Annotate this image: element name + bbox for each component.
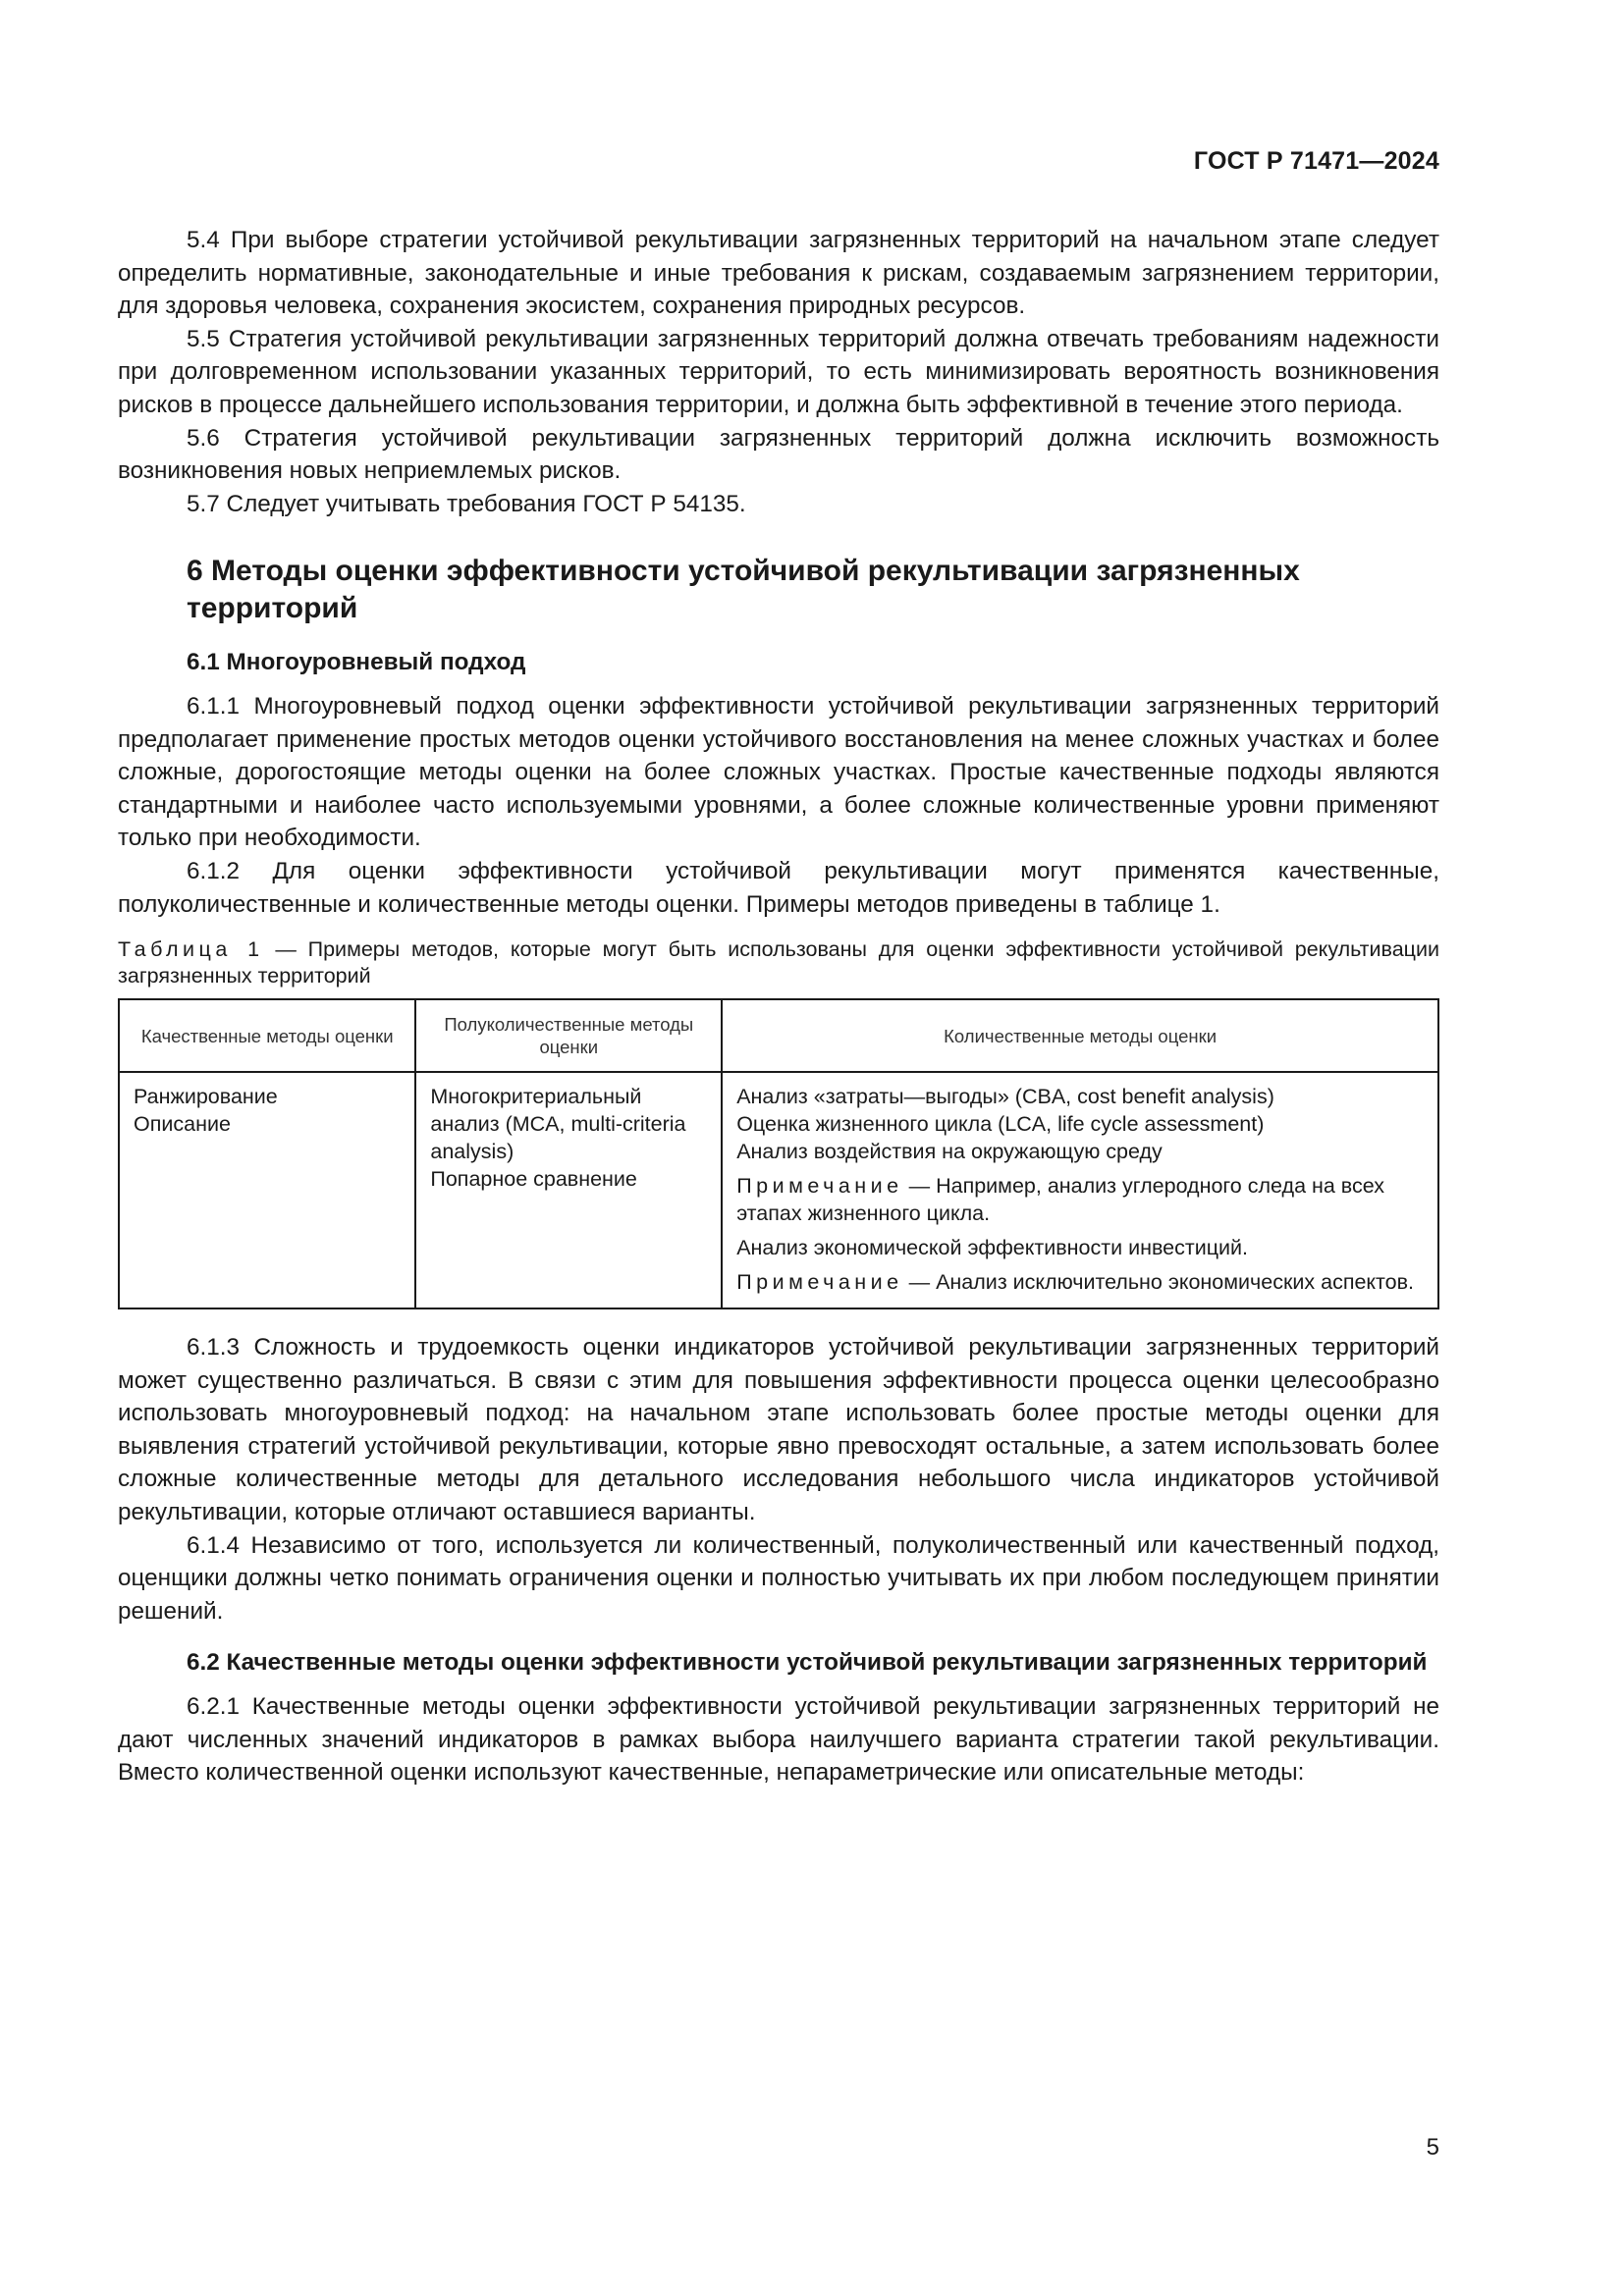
paragraph-6-2-1: 6.2.1 Качественные методы оценки эффективности устойчивой рекультивации загрязненных территорий не дают численных значений индикаторов в рамках выбора наилучшего варианта стратегии такой рекультивации. Вместо количественной оценки используют качественные, непараметрические или описательные методы: (118, 1693, 1439, 1787)
table-1-title: — Примеры методов, которые могут быть использованы для оценки эффективности устойчивой рекультивации загрязненных территорий (118, 937, 1439, 988)
header-quantitative: Количественные методы оценки (722, 999, 1438, 1072)
table-header-row (119, 999, 1438, 1072)
paragraph-6-1-1: 6.1.1 Многоуровневый подход оценки эффективности устойчивой рекультивации загрязненных территорий предполагает применение простых методов оценки устойчивого восстановления на менее сложных участках и более сложные, дорогостоящие методы оценки на более сложных участках. Простые качественные подходы являются стандартными и наиболее часто используемыми уровнями, а более сложные количественные уровни применяют только при необходимости. (118, 692, 1439, 852)
header-qualitative: Качественные методы оценки (119, 999, 415, 1072)
method-eia: Анализ воздействия на окружающую среду (736, 1140, 1163, 1164)
note-a (736, 1172, 1424, 1227)
paragraph-6-1-3: 6.1.3 Сложность и трудоемкость оценки индикаторов устойчивой рекультивации загрязненных территорий может существенно различаться. В связи с этим для повышения эффективности процесса оценки целесообразно использовать многоуровневый подход: на начальном этапе использовать более простые методы оценки для выявления стратегий устойчивой рекультивации, которые явно превосходят остальные, а затем использовать более сложные количественные методы для детального исследования небольшого числа индикаторов устойчивой рекультивации, которые отличают оставшиеся варианты. (118, 1334, 1439, 1526)
cell-semi-quantitative (415, 1072, 722, 1308)
method-ranking: Ранжирование (134, 1085, 278, 1109)
document-body (118, 224, 1439, 1789)
section-6-2-heading: 6.2 Качественные методы оценки эффективности устойчивой рекультивации загрязненных территорий (187, 1649, 1428, 1677)
table-1-caption (118, 936, 1439, 989)
paragraph-5-7: 5.7 Следует учитывать требования ГОСТ Р 54135. (187, 490, 746, 517)
note-b-text: — Анализ исключительно экономических аспектов. (902, 1270, 1415, 1295)
section-6-1-heading: 6.1 Многоуровневый подход (187, 649, 526, 676)
method-cba: Анализ «затраты—выгоды» (CBA, cost benefit analysis) (736, 1085, 1274, 1109)
method-mca: Многокритериальный анализ (MCA, multi-criteria analysis) (430, 1085, 686, 1164)
header-semi-quantitative: Полуколичественные методы оценки (415, 999, 722, 1072)
method-pairwise: Попарное сравнение (430, 1167, 637, 1192)
method-lca: Оценка жизненного цикла (LCA, life cycle assessment) (736, 1112, 1265, 1137)
note-b (736, 1268, 1424, 1296)
section-6-heading: 6 Методы оценки эффективности устойчивой рекультивации загрязненных территорий (187, 555, 1300, 625)
paragraph-5-6: 5.6 Стратегия устойчивой рекультивации загрязненных территорий должна исключить возможность возникновения новых неприемлемых рисков. (118, 424, 1439, 485)
page-number: 5 (1426, 2134, 1439, 2161)
note-b-label: Примечание (736, 1270, 903, 1295)
document-code: ГОСТ Р 71471—2024 (1193, 147, 1439, 175)
methods-table (118, 998, 1439, 1309)
note-a-label: Примечание (736, 1174, 903, 1199)
cell-quantitative (722, 1072, 1438, 1308)
table-1-label: Таблица 1 (118, 937, 264, 962)
method-investment: Анализ экономической эффективности инвестиций. (736, 1236, 1249, 1260)
method-description: Описание (134, 1112, 231, 1137)
paragraph-5-4: 5.4 При выборе стратегии устойчивой рекультивации загрязненных территорий на начальном этапе следует определить нормативные, законодательные и иные требования к рискам, создаваемым загрязнением территории, для здоровья человека, сохранения экосистем, сохранения природных ресурсов. (118, 227, 1439, 320)
note-a-text: — Например, анализ углеродного следа на всех этапах жизненного цикла. (736, 1174, 1384, 1226)
paragraph-6-1-2: 6.1.2 Для оценки эффективности устойчивой рекультивации могут применятся качественные, полуколичественные и количественные методы оценки. Примеры методов приведены в таблице 1. (118, 857, 1439, 918)
paragraph-5-5: 5.5 Стратегия устойчивой рекультивации загрязненных территорий должна отвечать требованиям надежности при долговременном использовании указанных территорий, то есть минимизировать вероятность возникновения рисков в процессе дальнейшего использования территории, и должна быть эффективной в течение этого периода. (118, 325, 1439, 418)
paragraph-6-1-4: 6.1.4 Независимо от того, используется ли количественный, полуколичественный или качественный подход, оценщики должны четко понимать ограничения оценки и полностью учитывать их при любом последующем принятии решений. (118, 1531, 1439, 1625)
cell-qualitative (119, 1072, 415, 1308)
table-row (119, 1072, 1438, 1308)
